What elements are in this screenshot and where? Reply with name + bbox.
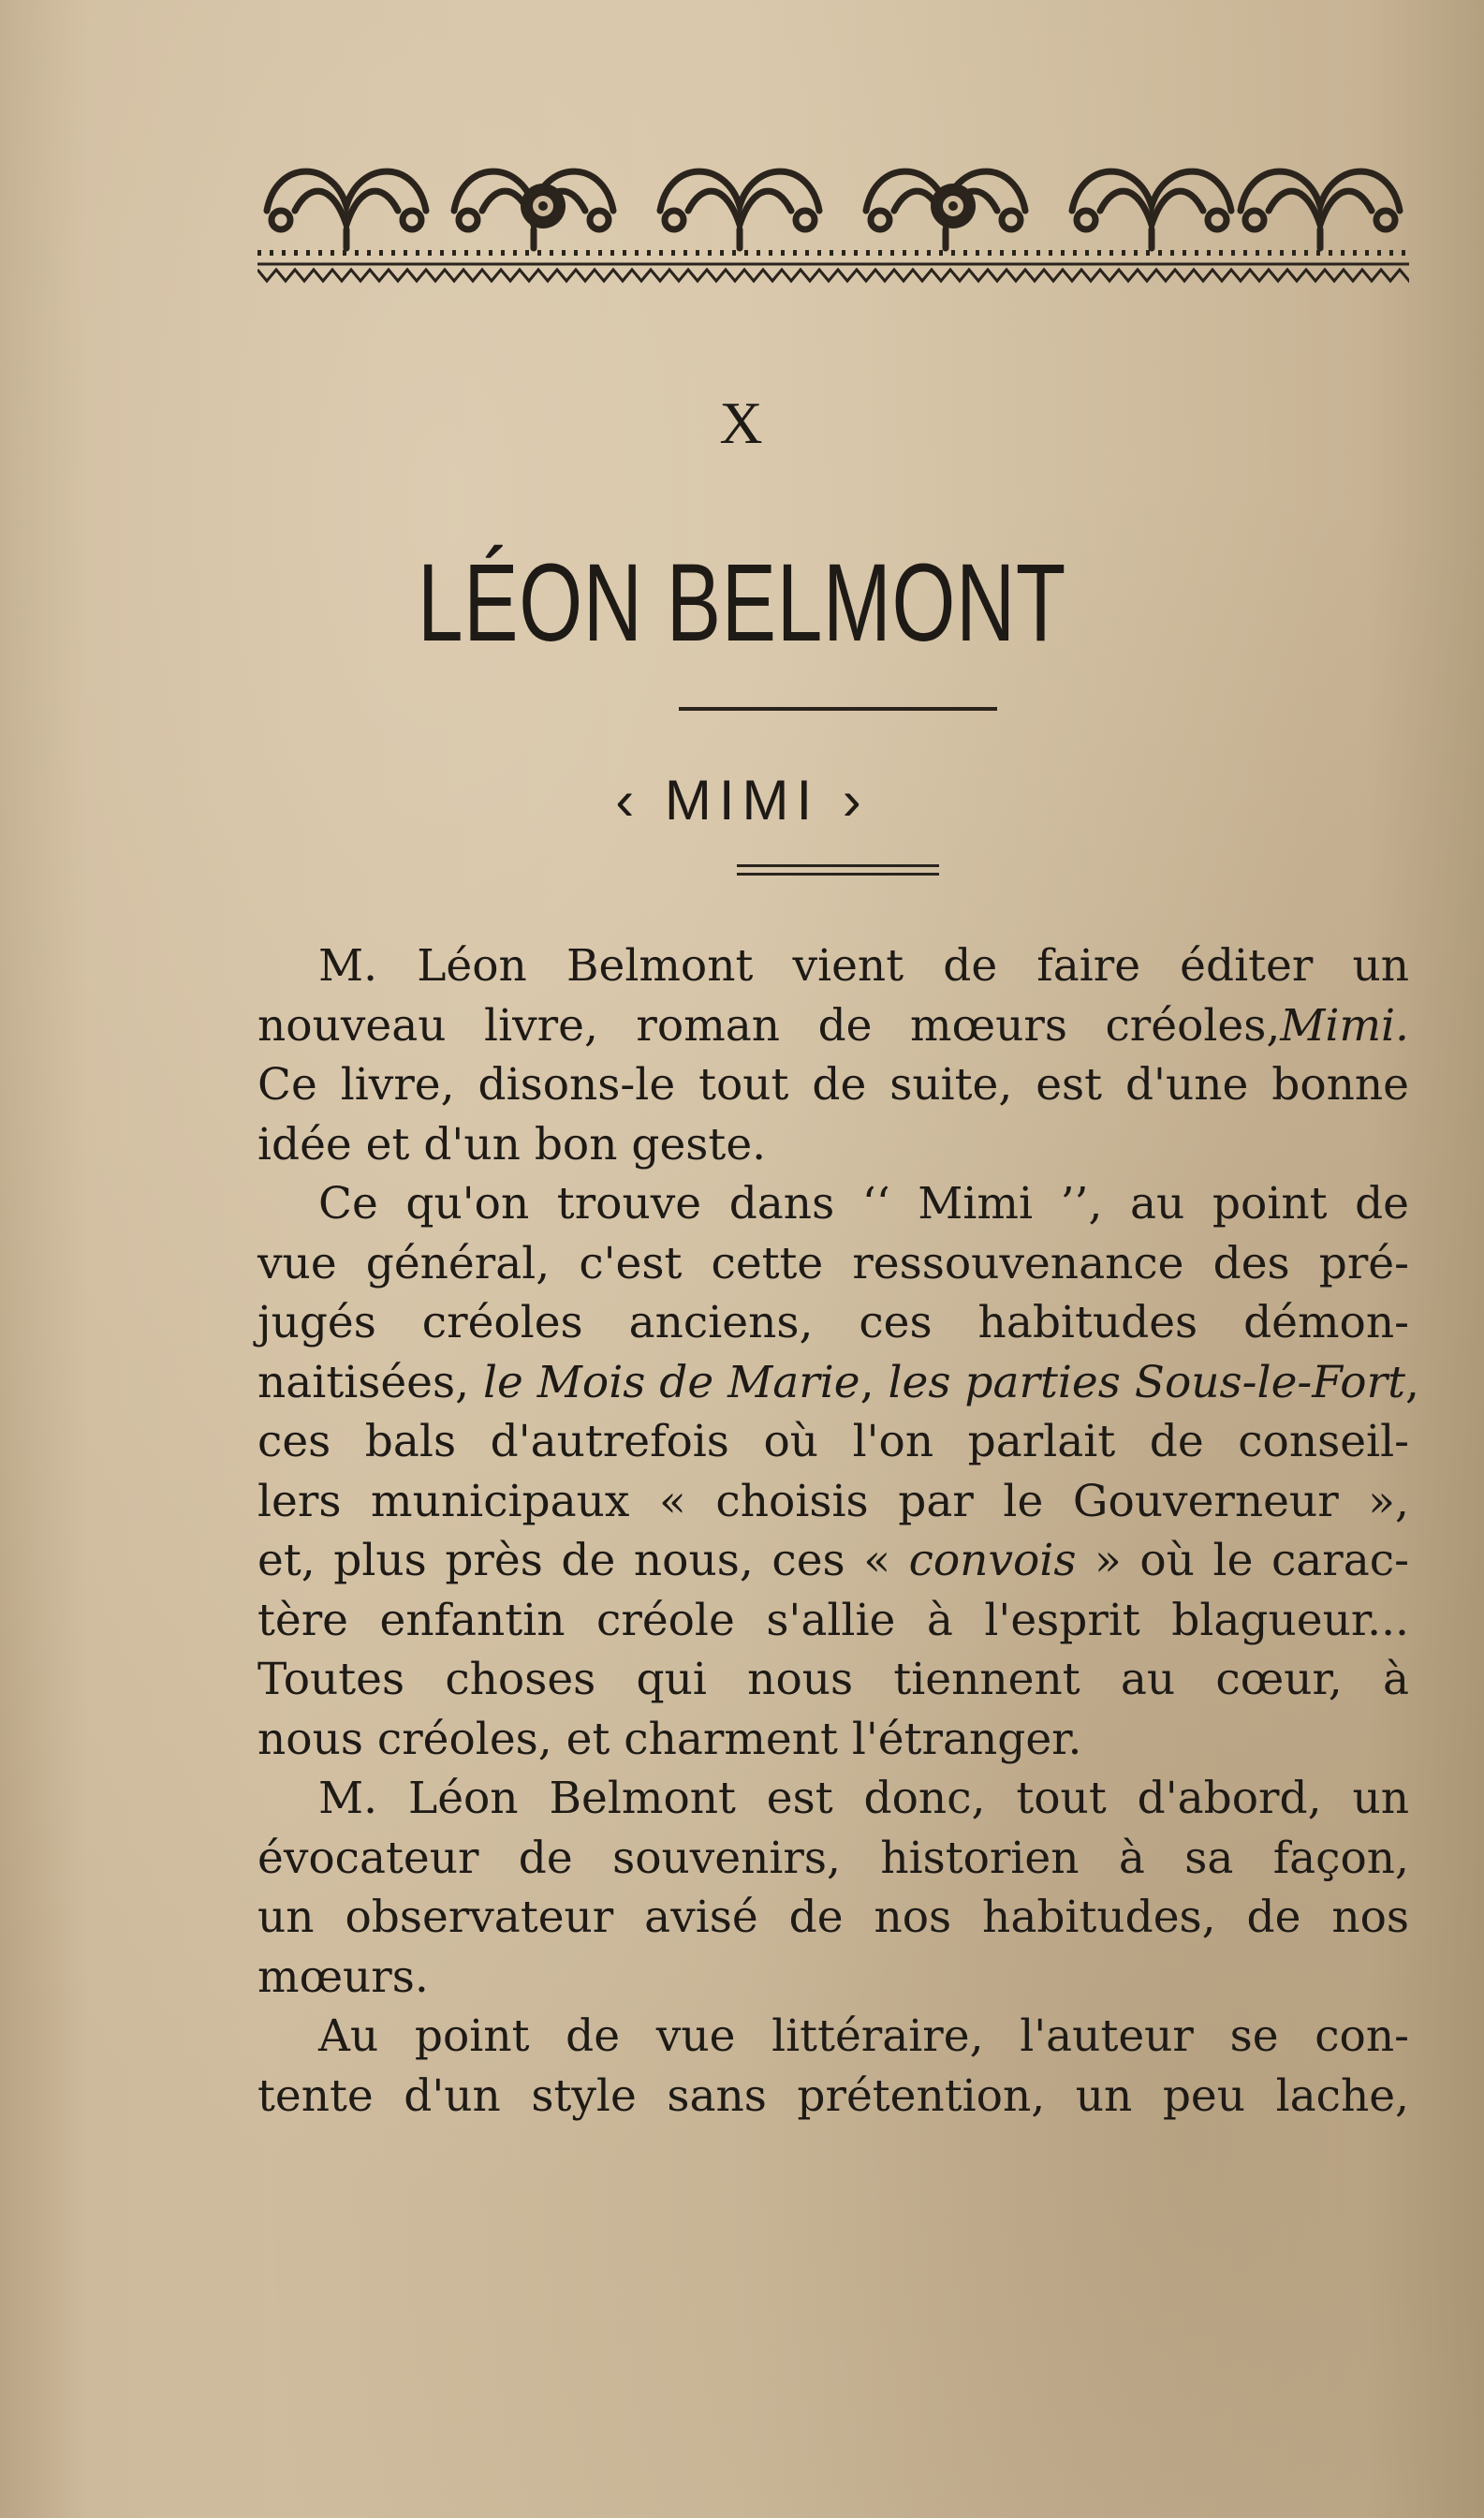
text-run: , <box>860 1356 889 1408</box>
text-run: tente d'un style sans prétention, un peu lache, <box>257 2069 1409 2122</box>
text-run: Ce qu'on trouve dans ‘‘ Mimi ’’, au point de <box>318 1178 1409 1230</box>
text-line <box>257 1710 1409 1770</box>
text-run: naitisées, <box>257 1356 483 1408</box>
text-line <box>257 1769 1409 1829</box>
text-line <box>257 1472 1409 1532</box>
ornament-motif <box>267 171 426 248</box>
text-run: M. Léon Belmont est donc, tout d'abord, un <box>318 1773 1409 1824</box>
title-rule <box>679 707 997 711</box>
text-run: idée et d'un bon geste. <box>257 1118 767 1171</box>
text-line <box>257 936 1409 996</box>
text-line <box>257 1412 1409 1472</box>
text-run: Ce livre, disons-le tout de suite, est d'une bonne <box>257 1059 1409 1111</box>
text-line <box>257 1829 1409 1889</box>
text-run: mœurs. <box>257 1951 429 2003</box>
text-line <box>257 1531 1409 1591</box>
text-run: , <box>1404 1356 1419 1408</box>
italic-text: convois <box>908 1535 1077 1586</box>
text-line <box>257 1948 1409 2008</box>
italic-text: le Mois de Marie <box>483 1356 860 1408</box>
chapter-title: LÉON BELMONT <box>417 541 1067 665</box>
text-line <box>257 1234 1409 1294</box>
italic-text: les parties Sous-le-Fort <box>888 1356 1405 1408</box>
text-run: Toutes choses qui nous tiennent au cœur, à <box>257 1654 1409 1705</box>
text-line <box>257 1353 1419 1413</box>
text-run: nouveau livre, roman de mœurs créoles, <box>257 999 1281 1052</box>
text-run: évocateur de souvenirs, historien à sa façon, <box>257 1832 1409 1884</box>
text-run: un observateur avisé de nos habitudes, de nos <box>257 1892 1409 1943</box>
text-line <box>257 2067 1409 2127</box>
text-run: nous créoles, et charment l'étranger. <box>257 1713 1082 1765</box>
text-run: ces bals d'autrefois où l'on parlait de conseil- <box>257 1416 1409 1467</box>
text-run: lers municipaux « choisis par le Gouverneur », <box>257 1475 1409 1527</box>
text-run: jugés créoles anciens, ces habitudes démon- <box>257 1297 1409 1348</box>
text-line <box>257 1293 1409 1353</box>
chapter-subtitle: ‹ MIMI › <box>615 769 869 832</box>
text-line <box>257 1650 1409 1710</box>
text-line <box>257 1115 1409 1175</box>
decorative-header-ornament <box>257 140 1409 290</box>
text-run: » où le carac- <box>1076 1535 1410 1586</box>
italic-text: Mimi. <box>1280 999 1409 1052</box>
text-run: et, plus près de nous, ces « <box>257 1535 909 1586</box>
text-run: M. Léon Belmont vient de faire éditer un <box>318 940 1409 992</box>
text-line <box>257 1174 1409 1234</box>
text-line <box>257 1888 1409 1948</box>
text-line <box>257 1591 1409 1651</box>
chapter-number: X <box>719 390 765 456</box>
text-run: vue général, c'est cette ressouvenance des pré- <box>257 1237 1409 1289</box>
text-run: Au point de vue littéraire, l'auteur se con- <box>318 2010 1409 2062</box>
body-text <box>257 936 1419 2126</box>
text-line <box>257 2007 1409 2067</box>
text-run: tère enfantin créole s'allie à l'esprit blagueur... <box>257 1594 1409 1646</box>
text-line <box>257 996 1409 1056</box>
subtitle-double-rule <box>737 864 939 876</box>
text-line <box>257 1055 1409 1115</box>
